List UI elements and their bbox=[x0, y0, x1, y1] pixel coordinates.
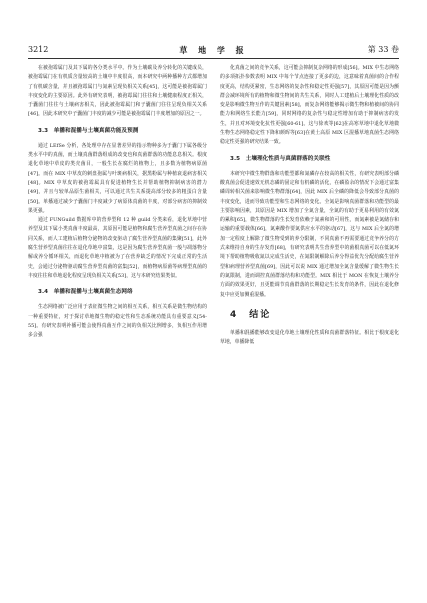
paragraph: 通过 FUNGuild 数据库中的营养型和 12 种 guild 分类来看，退化草地中营养型及其下属小类真菌丰度最高，其原因可能是植物和腐生营养型真菌之间存在协同关系，而人工建植后植物分泌物的改变驱动了腐生营养型真菌的集聚[51]，此外腐生营养型真菌往往在退化草地中富集，这是因为腐生营养型真菌一般与凋落物分解或养分循环相关，而退化草地中植被为了在营养缺乏的情况下完成正常的生活史，会通过分泌物驱动腐生营养型真菌的富集[52]，而植物病原菌等病理型真菌的丰度往往和草地退化程度呈现负相关关系[53]，这与本研究结果类似。 bbox=[28, 217, 207, 279]
section-heading-conclusion: 4 结论 bbox=[230, 309, 272, 320]
volume-label: 第 33 卷 bbox=[367, 45, 399, 54]
paragraph: 生态网络被广泛应用于表征微生物之间的相互关系，相互关系是微生物结构的一种重要特征，对于探讨草地微生物的稳定性和生态系统功能具有重要意义[54-55]。有研究表明补播可能会使得真菌互作之间的负相关比例增多，负相互作用增多会强 bbox=[28, 304, 207, 339]
paragraph: 通过 LEfSe 分析，各处理中存在显著差异的指示物种多为于囊门下属各级分类水平中的真菌，而土壤真菌群落组成的改变也和真菌群落的功能息息相关。根度退化草地中草皮的类壳菌目，一般生长在腐烂的植物上，且多数为植物病原菌[47]。而在 MIX 中草皮的刺盘孢属与叶斑病相关，据黑粉属与种植衰退病害相关[48]。MIX 中草皮的被孢霉属具有促进植物生长并帮助植物抑制病害的潜力[49]，并且与较单品原生菌相关，可以通过共生关系提高部分较多的粗蛋白含量[50]。单播通过减少子囊菌门丰度减少了病原体真菌的丰度，对部分病害的抑制效果更强。 bbox=[28, 142, 207, 214]
section-heading-3-5: 3.5 土壤理化性质与真菌群落的关联性 bbox=[230, 155, 331, 162]
paragraph: 本研究中微生物群落和功能型都和氮磷存在较高的相关性，有研究表明部分磷酸真菌会促进速效无机态磷的固定和有机磷的活化，在磷盈余的情况下会通过富集磷周转相关菌来影响微生物群落[64]，因此 MIX 后全磷的降低会导致部分真菌的丰度变化，进而导致功能型和生态网络的变化。全氮是影响真菌群落和功能型的最主要影响因素，其原因是 MIX 增加了全氮含量，全氮的有助于更易利用的有效氮的累积[65]，微生物群落的生长发育依赖于氮素和的可用性，而氮素被是氮储存和运输的重要载体[66]，氮素酸作要氮供应水平的驱动[67]，这与 MIX 后全氮的增加一定程度上解除了微生物受到的养分限制，不同真菌不再需要通过竞争养分的方式来维持自身的生存发育[68]，有研究表明共生营养型中的菌根真菌可以在低氮环境下帮助植物吸收氮以完成生活史，在氮限制解除后养分得益优先分配给腐生营养型和病理营养型真菌[69]，因此可以说 MIX 通过增加全氮含量缓解了微生物生长的氮限制，进而调控真菌群落结构和功能型。MIX 相比于 MON 在恢复土壤养分方面的效果更好，且更能调节真菌群落的长期稳定生长发育的条件，因此在退化修复中应更加侧重混播。 bbox=[220, 170, 399, 298]
right-column bbox=[220, 64, 399, 584]
page-number: 3212 bbox=[28, 45, 49, 54]
spacer bbox=[220, 300, 399, 307]
left-column bbox=[28, 64, 207, 584]
paragraph: 单播和混播能够改变退化草地土壤理化性质和真菌群落特征。相比于根度退化草地，单播降低 bbox=[220, 329, 399, 346]
paragraph: 在被孢霉属门及其下属的各分类水平中。作为土壤碳及养分转化的关键成员，被孢霉属门在有机质含量较高的土壤中丰度很高，而本研究中两种播种方式都增加了有机碳含量，并且被孢霉属门与氮素呈现负相关关系[45]，这可能是被孢霉属门丰度变化的主要原因。此外有研究表明，被孢霉属门往往和土壤健康程度正相关，于囊菌门往往与土壤病害相关，因此被孢霉属门和子囊菌门往往呈现负相关关系[46]，因此本研究中子囊菌门丰度的减少可能是被孢霉属门丰度增加的原因之一。 bbox=[28, 65, 207, 118]
header-rule bbox=[28, 58, 399, 59]
section-heading-3-4: 3.4 单播和混播与土壤真菌生态网络 bbox=[38, 289, 133, 296]
paragraph: 化真菌之间的竞争关系，这可能会抑制复杂网络的形成[56]。MIX 中生态网络的多项拓扑参数表明 MIX 中每个节点连接了更多的边，这意味着真菌间的合作程度更高，结构更紧密，生态网络的复杂性和稳定性更强[57]，其原因可能是因为颤群会减环境所有的植物和微生物间的共生关系，同时人工建植后土壤理化性质的改变是影响微生物互作的关键因素[58]，而复杂网络能够揭示微生物和植被间的协同能力和网络生长能力[59]，同时网络的复杂性与稳定性增加有助于抑制病害的发生，并且对环境变化抗性更强[60-61]。这与徐欢等[62]在高寒草地中退化草地微生物生态网络稳定性下降和颜晖等[63]在黄土高原 MIX 区混播草地真菌生态网络稳定性更强的研究结果一致。 bbox=[220, 65, 399, 146]
section-heading-3-3: 3.3 单播和混播与土壤真菌功能及预测 bbox=[38, 127, 139, 134]
running-header bbox=[28, 44, 399, 56]
journal-name: 草 地 学 报 bbox=[179, 45, 248, 55]
